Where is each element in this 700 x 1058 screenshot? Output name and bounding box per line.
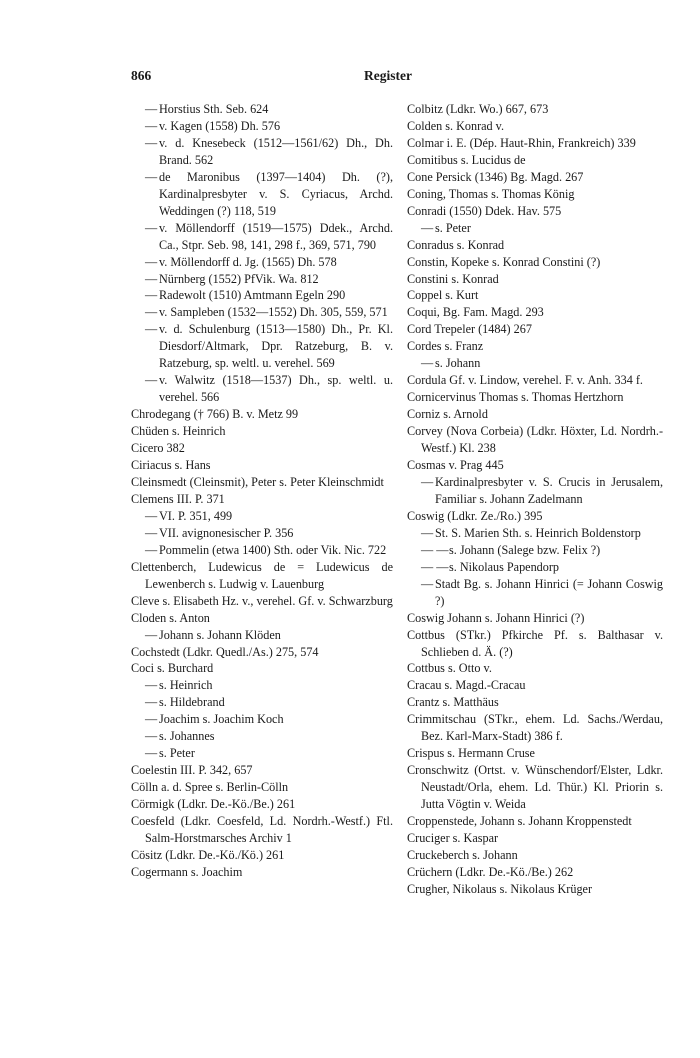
right-index-column [407, 101, 663, 898]
index-entry [407, 576, 663, 610]
entry-text: Cicero 382 [131, 441, 185, 456]
entry-text: Kardinalpresbyter v. S. Crucis in Jerusalem, Familiar s. Johann Zadelmann [435, 474, 663, 506]
entry-text: Cösitz (Ldkr. De.-Kö./Kö.) 261 [131, 847, 285, 862]
index-entry [407, 220, 663, 237]
index-entry [407, 457, 663, 474]
continuation-dash: — — [421, 542, 449, 557]
continuation-dash: — [145, 729, 158, 744]
index-entry [131, 796, 393, 813]
continuation-dash: — [145, 220, 158, 235]
entry-text: Crugher, Nikolaus s. Nikolaus Krüger [407, 881, 593, 896]
entry-text: Radewolt (1510) Amtmann Egeln 290 [159, 288, 346, 303]
entry-text: Cleve s. Elisabeth Hz. v., verehel. Gf. v. Schwarzburg [131, 593, 393, 608]
entry-text: Conradi (1550) Ddek. Hav. 575 [407, 203, 562, 218]
entry-text: v. d. Schulenburg (1513—1580) Dh., Pr. Kl. Diesdorf/Altmark, Dpr. Ratzeburg, B. v. Ratzeburg, sp. weltl. u. verehel. 569 [159, 322, 393, 371]
entry-text: s. Peter [435, 220, 471, 235]
entry-text: Nürnberg (1552) PfVik. Wa. 812 [159, 271, 319, 286]
index-entry [131, 864, 393, 881]
continuation-dash: — [145, 322, 158, 337]
entry-text: Crantz s. Matthäus [407, 695, 499, 710]
continuation-dash: — [145, 254, 158, 269]
index-entry [407, 372, 663, 389]
index-entry [131, 287, 393, 304]
entry-text: St. S. Marien Sth. s. Heinrich Boldenstorp [435, 525, 641, 540]
index-entry [407, 338, 663, 355]
continuation-dash: — [145, 712, 158, 727]
index-entry [407, 389, 663, 406]
entry-text: v. Möllendorff (1519—1575) Ddek., Archd. Ca., Stpr. Seb. 98, 141, 298 f., 369, 571, 790 [159, 220, 393, 252]
entry-text: Comitibus s. Lucidus de [407, 152, 526, 167]
index-entry [131, 423, 393, 440]
continuation-dash: — [145, 508, 158, 523]
continuation-dash: — [145, 305, 158, 320]
entry-text: Cordula Gf. v. Lindow, verehel. F. v. Anh. 334 f. [407, 373, 643, 388]
entry-text: Cronschwitz (Ortst. v. Wünschendorf/Elster, Ldkr. Neustadt/Orla, ehem. Ld. Thür.) Kl. Priorin s. Jutta Vögtin v. Weida [407, 763, 663, 812]
entry-text: s. Hildebrand [159, 695, 225, 710]
entry-text: s. Johann (Salege bzw. Felix ?) [449, 542, 601, 557]
continuation-dash: — [145, 135, 158, 150]
index-entry [131, 457, 393, 474]
entry-text: Coesfeld (Ldkr. Coesfeld, Ld. Nordrh.-Westf.) Ftl. Salm-Horstmarsches Archiv 1 [131, 814, 393, 845]
entry-text: Cloden s. Anton [131, 610, 210, 625]
continuation-dash: — [145, 102, 158, 116]
index-entry [131, 745, 393, 762]
entry-text: de Maronibus (1397—1404) Dh. (?), Kardinalpresbyter v. S. Cyriacus, Archd. Weddingen (?) 118, 519 [159, 169, 393, 218]
entry-text: Stadt Bg. s. Johann Hinrici (= Johann Coswig ?) [435, 576, 663, 608]
index-entry [407, 118, 663, 135]
index-entry [407, 271, 663, 288]
entry-text: Coswig (Ldkr. Ze./Ro.) 395 [407, 508, 543, 523]
index-entry [131, 677, 393, 694]
running-title: Register [364, 68, 412, 83]
index-entry [407, 287, 663, 304]
index-entry [407, 677, 663, 694]
index-entry [131, 440, 393, 457]
entry-text: Joachim s. Joachim Koch [159, 712, 284, 727]
index-entry [407, 610, 663, 627]
entry-text: Cörmigk (Ldkr. De.-Kö./Be.) 261 [131, 797, 296, 812]
index-entry [131, 271, 393, 288]
index-entry [407, 881, 663, 898]
index-entry [407, 559, 663, 576]
index-entry [131, 660, 393, 677]
entry-text: Constini s. Konrad [407, 271, 499, 286]
entry-text: s. Johann [435, 356, 481, 371]
entry-text: Cogermann s. Joachim [131, 864, 243, 879]
entry-text: Coqui, Bg. Fam. Magd. 293 [407, 305, 544, 320]
continuation-dash: — [421, 525, 434, 540]
index-entry [131, 694, 393, 711]
continuation-dash: — [421, 356, 434, 371]
index-entry [407, 864, 663, 881]
index-entry [131, 779, 393, 796]
entry-text: Clettenberch, Ludewicus de = Ludewicus de Lewenberch s. Ludwig v. Lauenburg [131, 559, 393, 591]
index-entry [407, 355, 663, 372]
entry-text: Colmar i. E. (Dép. Haut-Rhin, Frankreich) 339 [407, 135, 636, 150]
entry-text: Cosmas v. Prag 445 [407, 458, 504, 473]
continuation-dash: — [145, 271, 158, 286]
entry-text: Cornicervinus Thomas s. Thomas Hertzhorn [407, 390, 624, 405]
entry-text: Pommelin (etwa 1400) Sth. oder Vik. Nic. 722 [159, 542, 387, 557]
index-entry [407, 847, 663, 864]
continuation-dash: — [421, 474, 434, 489]
index-entry [407, 254, 663, 271]
index-entry [131, 491, 393, 508]
left-index-column [131, 101, 393, 881]
index-entry [407, 711, 663, 745]
continuation-dash: — [145, 288, 158, 303]
entry-text: Colbitz (Ldkr. Wo.) 667, 673 [407, 102, 549, 116]
index-entry [131, 372, 393, 406]
entry-text: Coci s. Burchard [131, 661, 214, 676]
index-entry [131, 304, 393, 321]
index-entry [131, 525, 393, 542]
index-entry [407, 745, 663, 762]
entry-text: Coswig Johann s. Johann Hinrici (?) [407, 610, 585, 625]
index-entry [131, 169, 393, 220]
continuation-dash: — [145, 525, 158, 540]
index-entry [131, 254, 393, 271]
entry-text: Constin, Kopeke s. Konrad Constini (?) [407, 254, 601, 269]
entry-text: Corvey (Nova Corbeia) (Ldkr. Höxter, Ld. Nordrh.-Westf.) Kl. 238 [407, 424, 663, 456]
entry-text: VII. avignonesischer P. 356 [159, 525, 294, 540]
index-entry [407, 423, 663, 457]
index-entry [407, 627, 663, 661]
entry-text: Crispus s. Hermann Cruse [407, 746, 535, 761]
entry-text: s. Johannes [159, 729, 215, 744]
entry-text: v. Kagen (1558) Dh. 576 [159, 118, 281, 133]
entry-text: Conradus s. Konrad [407, 237, 505, 252]
continuation-dash: — [145, 118, 158, 133]
index-entry [407, 186, 663, 203]
entry-text: s. Peter [159, 746, 195, 761]
index-entry [131, 508, 393, 525]
index-entry [131, 406, 393, 423]
entry-text: s. Nikolaus Papendorp [449, 559, 560, 574]
entry-text: Cruckeberch s. Johann [407, 847, 518, 862]
index-entry [407, 525, 663, 542]
index-entry [131, 135, 393, 169]
entry-text: Cord Trepeler (1484) 267 [407, 322, 532, 337]
entry-text: Coning, Thomas s. Thomas König [407, 186, 575, 201]
index-entry [131, 321, 393, 372]
index-entry [131, 627, 393, 644]
index-entry [131, 847, 393, 864]
index-entry [407, 237, 663, 254]
entry-text: Cottbus s. Otto v. [407, 661, 492, 676]
index-entry [131, 644, 393, 661]
continuation-dash: — [145, 695, 158, 710]
continuation-dash: — — [421, 559, 449, 574]
index-entry [407, 813, 663, 830]
index-entry [131, 728, 393, 745]
index-entry [131, 813, 393, 847]
continuation-dash: — [145, 542, 158, 557]
index-entry [407, 830, 663, 847]
entry-text: VI. P. 351, 499 [159, 508, 233, 523]
entry-text: Cone Persick (1346) Bg. Magd. 267 [407, 169, 584, 184]
entry-text: Cordes s. Franz [407, 339, 484, 354]
entry-text: Cottbus (STkr.) Pfkirche Pf. s. Balthasar v. Schlieben d. Ä. (?) [407, 627, 663, 659]
continuation-dash: — [421, 576, 434, 591]
index-entry [407, 135, 663, 152]
index-entry [407, 169, 663, 186]
index-entry [131, 559, 393, 593]
entry-text: v. Walwitz (1518—1537) Dh., sp. weltl. u. verehel. 566 [159, 373, 393, 405]
index-entry [407, 203, 663, 220]
index-entry [131, 118, 393, 135]
index-entry [407, 474, 663, 508]
index-entry [407, 660, 663, 677]
index-entry [407, 101, 663, 118]
index-entry [131, 474, 393, 491]
continuation-dash: — [145, 746, 158, 761]
entry-text: Horstius Sth. Seb. 624 [159, 102, 269, 116]
index-entry [407, 694, 663, 711]
entry-text: s. Heinrich [159, 678, 213, 693]
entry-text: Cruciger s. Kaspar [407, 830, 499, 845]
entry-text: Cölln a. d. Spree s. Berlin-Cölln [131, 780, 289, 795]
page-number: 866 [131, 68, 152, 83]
continuation-dash: — [145, 169, 158, 184]
continuation-dash: — [421, 220, 434, 235]
index-entry [407, 762, 663, 813]
index-entry [407, 152, 663, 169]
entry-text: v. d. Knesebeck (1512—1561/62) Dh., Dh. Brand. 562 [159, 135, 393, 167]
index-entry [407, 304, 663, 321]
entry-text: Ciriacus s. Hans [131, 458, 211, 473]
entry-text: Crimmitschau (STkr., ehem. Ld. Sachs./Werdau, Bez. Karl-Marx-Stadt) 386 f. [407, 712, 663, 744]
entry-text: v. Möllendorff d. Jg. (1565) Dh. 578 [159, 254, 337, 269]
index-entry [131, 220, 393, 254]
entry-text: Johann s. Johann Klöden [159, 627, 281, 642]
continuation-dash: — [145, 678, 158, 693]
index-entry [131, 762, 393, 779]
index-entry [131, 101, 393, 118]
entry-text: Cracau s. Magd.-Cracau [407, 678, 526, 693]
entry-text: Colden s. Konrad v. [407, 118, 505, 133]
entry-text: Chrodegang († 766) B. v. Metz 99 [131, 407, 299, 422]
entry-text: Cochstedt (Ldkr. Quedl./As.) 275, 574 [131, 644, 319, 659]
continuation-dash: — [145, 373, 158, 388]
entry-text: Chüden s. Heinrich [131, 424, 226, 439]
entry-text: Clemens III. P. 371 [131, 491, 225, 506]
continuation-dash: — [145, 627, 158, 642]
entry-text: Corniz s. Arnold [407, 407, 488, 422]
index-entry [131, 593, 393, 610]
entry-text: Croppenstede, Johann s. Johann Kroppenstedt [407, 814, 632, 829]
entry-text: v. Sampleben (1532—1552) Dh. 305, 559, 571 [159, 305, 388, 320]
entry-text: Coppel s. Kurt [407, 288, 479, 303]
entry-text: Coelestin III. P. 342, 657 [131, 763, 253, 778]
index-entry [407, 321, 663, 338]
entry-text: Crüchern (Ldkr. De.-Kö./Be.) 262 [407, 864, 574, 879]
index-entry [407, 406, 663, 423]
entry-text: Cleinsmedt (Cleinsmit), Peter s. Peter Kleinschmidt [131, 474, 384, 489]
index-entry [131, 610, 393, 627]
index-entry [407, 542, 663, 559]
index-entry [407, 508, 663, 525]
index-entry [131, 711, 393, 728]
index-entry [131, 542, 393, 559]
